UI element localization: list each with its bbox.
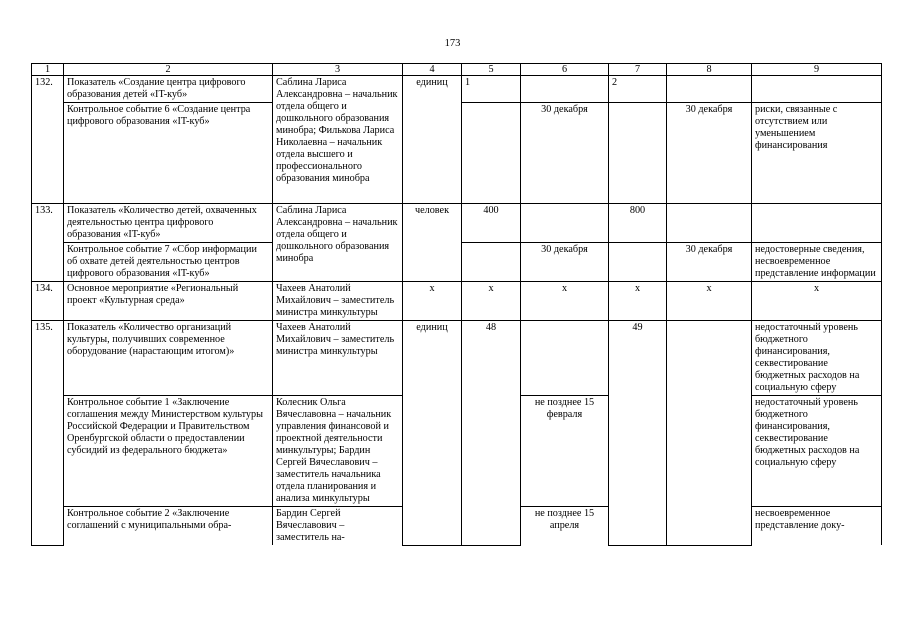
- value-cell: [609, 103, 667, 204]
- responsible-cell: Бардин Сергей Вячеславович – заместитель на-: [273, 507, 403, 546]
- col-header-5: 5: [462, 64, 521, 76]
- date-cell: 30 декабря: [521, 243, 609, 282]
- event-cell: Контрольное событие 1 «Заключение соглашения между Министерством культуры Российской Федерации и Правительством Оренбургской области о предоставлении субсидий из федерального бюджета»: [64, 396, 273, 507]
- row-number: 132.: [32, 76, 64, 204]
- x-cell: x: [521, 282, 609, 321]
- value-cell: 2: [609, 76, 667, 103]
- col-header-3: 3: [273, 64, 403, 76]
- table-row: [32, 76, 882, 103]
- risk-cell: [752, 204, 882, 243]
- date-cell: не позднее 15 февраля: [521, 396, 609, 507]
- event-cell: Контрольное событие 7 «Сбор информации об охвате детей деятельностью центров цифрового образования «IT-куб»: [64, 243, 273, 282]
- unit-cell: единиц: [403, 321, 462, 546]
- x-cell: x: [752, 282, 882, 321]
- row-number: 135.: [32, 321, 64, 546]
- date-cell: 30 декабря: [521, 103, 609, 204]
- value-cell: 400: [462, 204, 521, 243]
- value-cell: 48: [462, 321, 521, 546]
- row-number: 134.: [32, 282, 64, 321]
- col-header-9: 9: [752, 64, 882, 76]
- table-row: [32, 282, 882, 321]
- unit-cell: человек: [403, 204, 462, 282]
- risk-cell: несвоевременное представление доку-: [752, 507, 882, 546]
- col-header-7: 7: [609, 64, 667, 76]
- plan-table: [31, 63, 882, 546]
- col-header-4: 4: [403, 64, 462, 76]
- page-number: 173: [444, 38, 461, 49]
- x-cell: x: [667, 282, 752, 321]
- row-number: 133.: [32, 204, 64, 282]
- date-cell: [667, 76, 752, 103]
- value-cell: 49: [609, 321, 667, 546]
- table-row: [32, 204, 882, 243]
- risk-cell: риски, связанные с отсутствием или уменьшением финансирования: [752, 103, 882, 204]
- risk-cell: [752, 76, 882, 103]
- x-cell: x: [403, 282, 462, 321]
- date-cell: [521, 76, 609, 103]
- indicator-cell: Показатель «Количество детей, охваченных деятельностью центра цифрового образования «IT-куб»: [64, 204, 273, 243]
- responsible-cell: Чахеев Анатолий Михайлович – заместитель министра минкультуры: [273, 321, 403, 396]
- responsible-cell: Саблина Лариса Александровна – начальник отдела общего и дошкольного образования минобра: [273, 204, 403, 282]
- x-cell: x: [609, 282, 667, 321]
- responsible-cell: Саблина Лариса Александровна – начальник отдела общего и дошкольного образования минобра; Филькова Лариса Николаевна – начальник отдела высшего и профессионального образования минобра: [273, 76, 403, 204]
- risk-cell: недостоверные сведения, несвоевременное представление информации: [752, 243, 882, 282]
- table-row: [32, 321, 882, 396]
- value-cell: [609, 243, 667, 282]
- date-cell: не позднее 15 апреля: [521, 507, 609, 546]
- col-header-1: 1: [32, 64, 64, 76]
- indicator-cell: Показатель «Создание центра цифрового образования детей «IT-куб»: [64, 76, 273, 103]
- unit-cell: единиц: [403, 76, 462, 204]
- col-header-6: 6: [521, 64, 609, 76]
- event-cell: Контрольное событие 6 «Создание центра цифрового образования «IT-куб»: [64, 103, 273, 204]
- indicator-cell: Показатель «Количество организаций культуры, получивших современное оборудование (нарастающим итогом)»: [64, 321, 273, 396]
- header-row: [32, 64, 882, 76]
- value-cell: [462, 243, 521, 282]
- responsible-cell: Чахеев Анатолий Михайлович – заместитель министра минкультуры: [273, 282, 403, 321]
- date-cell: [667, 204, 752, 243]
- date-cell: [521, 321, 609, 396]
- date-cell: [521, 204, 609, 243]
- x-cell: x: [462, 282, 521, 321]
- responsible-cell: Колесник Ольга Вячеславовна – начальник управления финансовой и проектной деятельности минкультуры; Бардин Сергей Вячеславович – заместитель начальника отдела планирования и анализа минкультуры: [273, 396, 403, 507]
- date-cell: [667, 321, 752, 546]
- indicator-cell: Основное мероприятие «Региональный проект «Культурная среда»: [64, 282, 273, 321]
- date-cell: 30 декабря: [667, 243, 752, 282]
- value-cell: 1: [462, 76, 521, 103]
- date-cell: 30 декабря: [667, 103, 752, 204]
- risk-cell: недостаточный уровень бюджетного финансирования, секвестирование бюджетных расходов на социальную сферу: [752, 396, 882, 507]
- risk-cell: недостаточный уровень бюджетного финансирования, секвестирование бюджетных расходов на социальную сферу: [752, 321, 882, 396]
- col-header-8: 8: [667, 64, 752, 76]
- value-cell: [462, 103, 521, 204]
- event-cell: Контрольное событие 2 «Заключение соглашений с муниципальными обра-: [64, 507, 273, 546]
- value-cell: 800: [609, 204, 667, 243]
- col-header-2: 2: [64, 64, 273, 76]
